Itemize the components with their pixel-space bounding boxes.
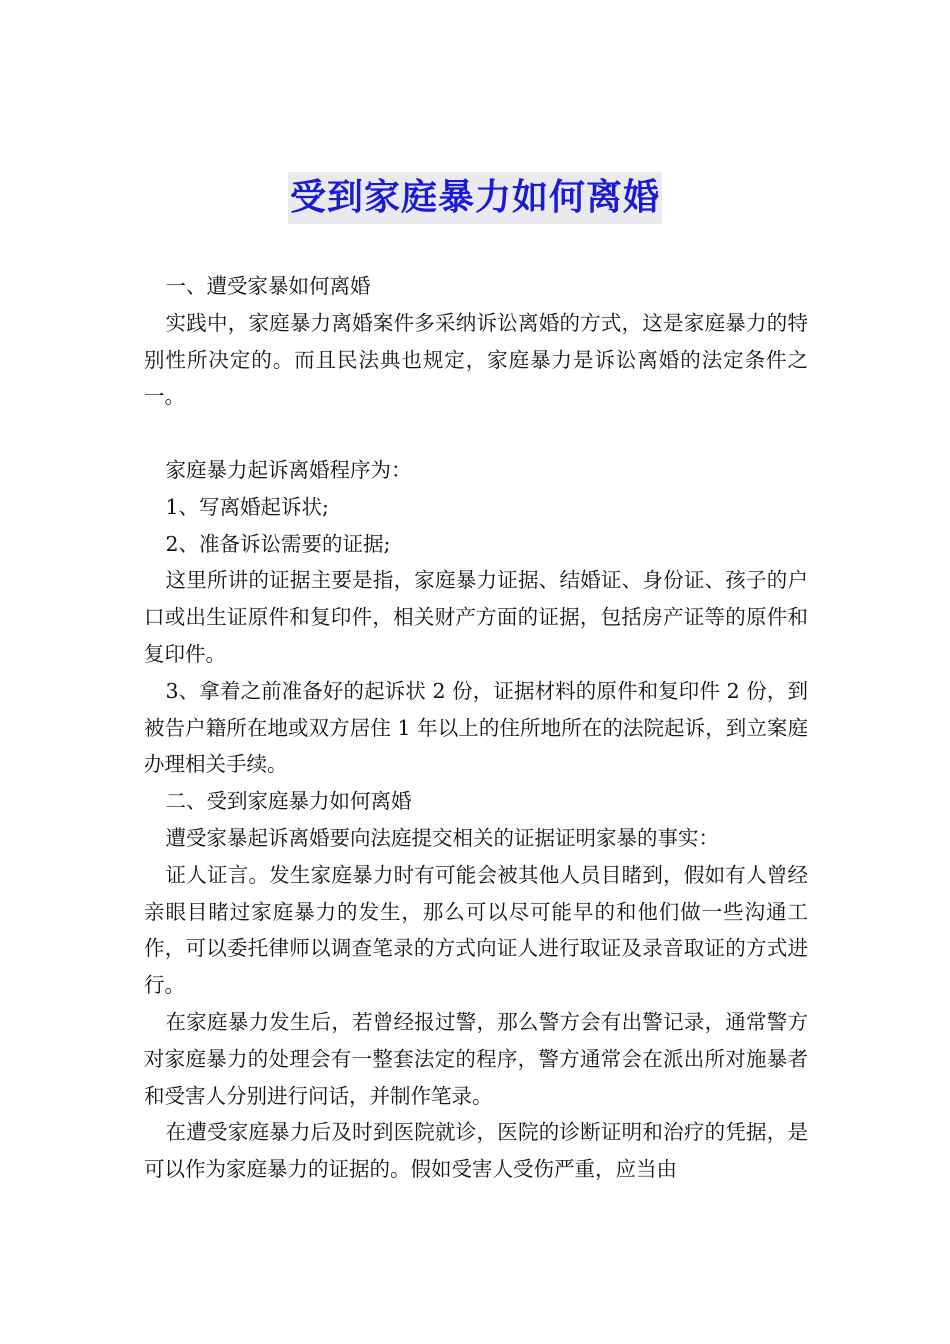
blank-line (144, 415, 808, 452)
list-item: 2、准备诉讼需要的证据; (165, 531, 391, 556)
document-body (144, 268, 808, 1188)
list-item: 1、写离婚起诉状; (165, 494, 329, 519)
paragraph: 在遭受家庭暴力后及时到医院就诊，医院的诊断证明和治疗的凭据，是可以作为家庭暴力的证据的。假如受害人受伤严重，应当由 (144, 1120, 808, 1182)
paragraph: 这里所讲的证据主要是指，家庭暴力证据、结婚证、身份证、孩子的户口或出生证原件和复印件，相关财产方面的证据，包括房产证等的原件和复印件。 (144, 568, 808, 666)
paragraph: 家庭暴力起诉离婚程序为： (165, 457, 412, 482)
section-heading-2: 二、受到家庭暴力如何离婚 (165, 789, 412, 814)
paragraph: 遭受家暴起诉离婚要向法庭提交相关的证据证明家暴的事实： (165, 825, 720, 850)
paragraph: 证人证言。发生家庭暴力时有可能会被其他人员目睹到，假如有人曾经亲眼目睹过家庭暴力的发生，那么可以尽可能早的和他们做一些沟通工作，可以委托律师以调查笔录的方式向证人进行取证及录音取证的方式进行。 (144, 862, 808, 998)
paragraph: 实践中，家庭暴力离婚案件多采纳诉讼离婚的方式，这是家庭暴力的特别性所决定的。而且民法典也规定，家庭暴力是诉讼离婚的法定条件之一。 (144, 310, 808, 409)
list-item: 3、拿着之前准备好的起诉状 2 份，证据材料的原件和复印件 2 份，到被告户籍所在地或双方居住 1 年以上的住所地所在的法院起诉，到立案庭办理相关手续。 (144, 678, 808, 777)
section-heading-1: 一、遭受家暴如何离婚 (165, 274, 371, 298)
title-container (0, 172, 950, 224)
paragraph: 在家庭暴力发生后，若曾经报过警，那么警方会有出警记录，通常警方对家庭暴力的处理会有一整套法定的程序，警方通常会在派出所对施暴者和受害人分别进行问话，并制作笔录。 (144, 1009, 808, 1108)
document-title: 受到家庭暴力如何离婚 (288, 172, 662, 224)
